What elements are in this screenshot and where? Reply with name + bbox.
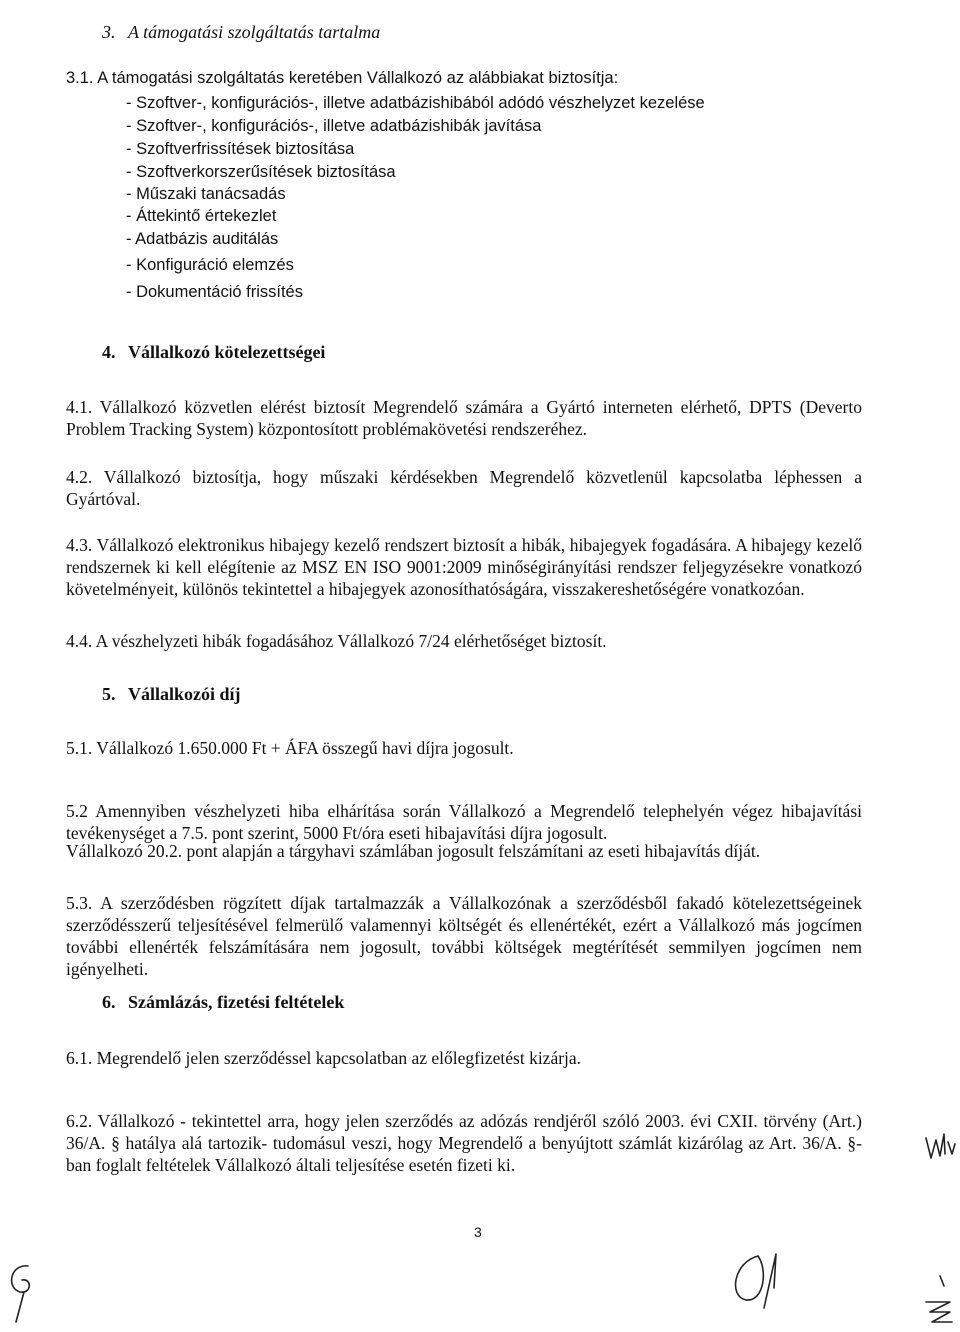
- section-5-heading: [102, 684, 241, 705]
- service-item: - Konfiguráció elemzés: [126, 256, 294, 274]
- section-3-heading: [102, 22, 380, 43]
- clause-4-3: 4.3. Vállalkozó elektronikus hibajegy kezelő rendszert biztosít a hibák, hibajegyek fogadására. A hibajegy kezelő rendszernek ki kell elégítenie az MSZ EN ISO 9001:2009 minőségirányítási rendszer feljegyzésekre vonatkozó követelményeit, különös tekintettel a hibajegyek azonosíthatóságára, visszakereshetőségére vonatkozóan.: [66, 534, 862, 599]
- service-item: - Áttekintő értekezlet: [126, 207, 277, 225]
- page-number: 3: [474, 1224, 482, 1240]
- clause-6-1: 6.1. Megrendelő jelen szerződéssel kapcsolatban az előlegfizetést kizárja.: [66, 1048, 582, 1068]
- clause-6-2: 6.2. Vállalkozó - tekintettel arra, hogy jelen szerződés az adózás rendjéről szóló 2003. évi CXII. törvény (Art.) 36/A. § hatálya alá tartozik- tudomásul veszi, hogy Megrendelő a benyújtott számlát kizárólag az Art. 36/A. §-ban foglalt feltételek Vállalkozó általi teljesítése esetén fizeti ki.: [66, 1110, 862, 1175]
- margin-initials-mark: [922, 1128, 958, 1164]
- section-6-number: 6.: [102, 992, 116, 1012]
- clause-4-1: 4.1. Vállalkozó közvetlen elérést biztosít Megrendelő számára a Gyártó interneten elérhető, DPTS (Deverto Problem Tracking System) központosított problémakövetési rendszeréhez.: [66, 396, 862, 439]
- service-item: - Szoftverfrissítések biztosítása: [126, 140, 355, 158]
- section-4-number: 4.: [102, 342, 116, 362]
- service-item: - Dokumentáció frissítés: [126, 283, 303, 301]
- section-5-title: Vállalkozói díj: [128, 684, 241, 704]
- section-6-title: Számlázás, fizetési feltételek: [128, 992, 345, 1012]
- clause-5-2-continued: Vállalkozó 20.2. pont alapján a tárgyhavi számlában jogosult felszámítani az eseti hibajavítás díját.: [66, 841, 761, 861]
- clause-4-2: 4.2. Vállalkozó biztosítja, hogy műszaki kérdésekben Megrendelő közvetlenül kapcsolatba léphessen a Gyártóval.: [66, 466, 862, 509]
- signature-initials-mark: [724, 1248, 788, 1314]
- service-item: - Szoftver-, konfigurációs-, illetve adatbázishibából adódó vészhelyzet kezelése: [126, 94, 705, 112]
- corner-initial-mark: [918, 1272, 958, 1328]
- clause-5-2: 5.2 Amennyiben vészhelyzeti hiba elhárítása során Vállalkozó a Megrendelő telephelyén végez hibajavítási tevékenységet a 7.5. pont szerint, 5000 Ft/óra eseti hibajavítási díjra jogosult.: [66, 800, 862, 843]
- clause-4-4: 4.4. A vészhelyzeti hibák fogadásához Vállalkozó 7/24 elérhetőséget biztosít.: [66, 631, 607, 651]
- clause-5-3: 5.3. A szerződésben rögzített díjak tartalmazzák a Vállalkozónak a szerződésből fakadó kötelezettségeinek szerződésszerű teljesítésével felmerülő valamennyi költségét és ellenértékét, ezért a Vállalkozó más jogcímen további ellenérték felszámítására nem jogosult, további költségek megtérítését semmilyen jogcímen nem igényelheti.: [66, 892, 862, 979]
- section-4-title: Vállalkozó kötelezettségei: [128, 342, 326, 362]
- section-6-heading: [102, 992, 344, 1013]
- service-item: - Adatbázis auditálás: [126, 230, 279, 248]
- service-item: - Műszaki tanácsadás: [126, 185, 286, 203]
- service-item: - Szoftverkorszerűsítések biztosítása: [126, 163, 396, 181]
- section-5-number: 5.: [102, 684, 116, 704]
- section-3-title: A támogatási szolgáltatás tartalma: [128, 22, 381, 42]
- clause-5-1: 5.1. Vállalkozó 1.650.000 Ft + ÁFA összegű havi díjra jogosult.: [66, 738, 514, 758]
- left-initial-mark: [2, 1258, 42, 1330]
- section-4-heading: [102, 342, 325, 363]
- service-item: - Szoftver-, konfigurációs-, illetve adatbázishibák javítása: [126, 117, 542, 135]
- section-3-intro: 3.1. A támogatási szolgáltatás keretében Vállalkozó az alábbiakat biztosítja:: [66, 69, 619, 87]
- section-3-number: 3.: [102, 22, 116, 42]
